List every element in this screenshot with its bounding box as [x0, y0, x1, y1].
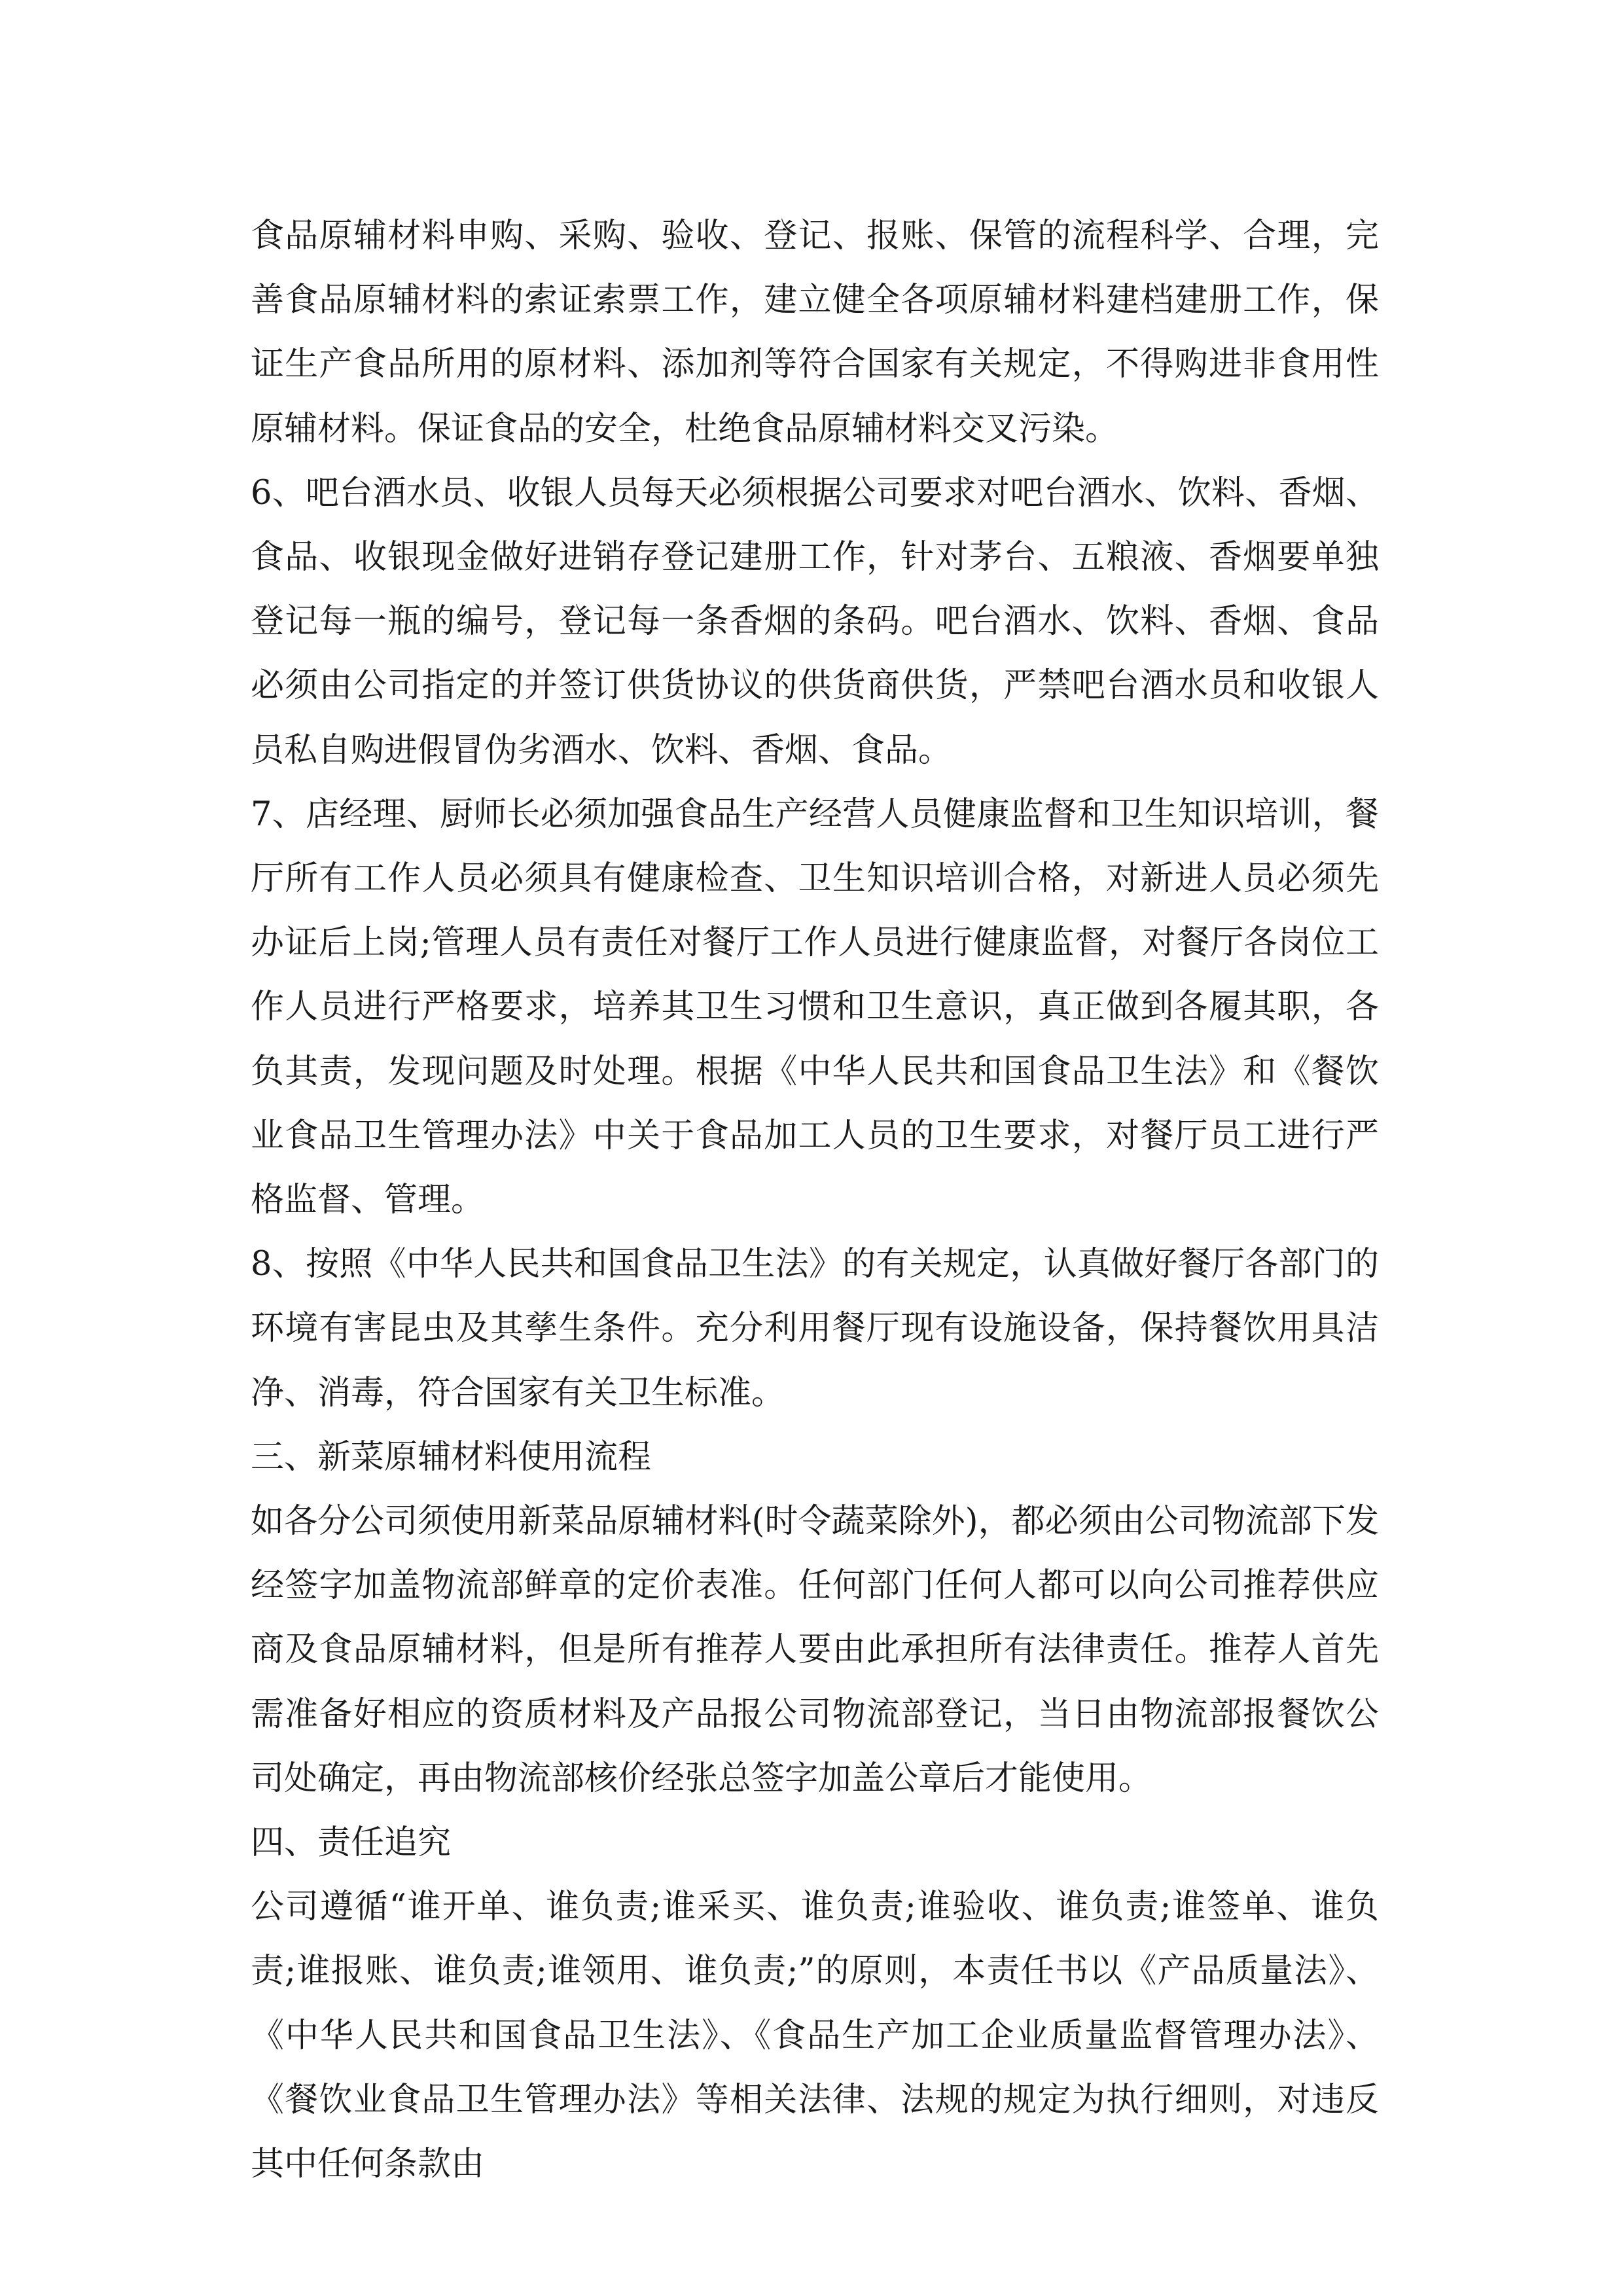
paragraph-item-8-environment: 8、按照《中华人民共和国食品卫生法》的有关规定，认真做好餐厅各部门的环境有害昆虫及其孳生条件。充分利用餐厅现有设施设备，保持餐饮用具洁净、消毒，符合国家有关卫生标准。	[251, 1245, 1379, 1412]
paragraph-item-7-health-supervision: 7、店经理、厨师长必须加强食品生产经营人员健康监督和卫生知识培训，餐厅所有工作人员必须具有健康检查、卫生知识培训合格，对新进人员必须先办证后上岗;管理人员有责任对餐厅工作人员进行健康监督，对餐厅各岗位工作人员进行严格要求，培养其卫生习惯和卫生意识，真正做到各履其职，各负其责，发现问题及时处理。根据《中华人民共和国食品卫生法》和《餐饮业食品卫生管理办法》中关于食品加工人员的卫生要求，对餐厅员工进行严格监督、管理。	[251, 795, 1379, 1220]
section-heading-4: 四、责任追究	[251, 1823, 452, 1863]
paragraph-new-materials-flow: 如各分公司须使用新菜品原辅材料(时令蔬菜除外)，都必须由公司物流部下发经签字加盖物流部鲜章的定价表准。任何部门任何人都可以向公司推荐供应商及食品原辅材料，但是所有推荐人要由此承担所有法律责任。推荐人首先需准备好相应的资质材料及产品报公司物流部登记，当日由物流部报餐饮公司处确定，再由物流部核价经张总签字加盖公章后才能使用。	[251, 1502, 1379, 1798]
paragraph-accountability: 公司遵循“谁开单、谁负责;谁采买、谁负责;谁验收、谁负责;谁签单、谁负责;谁报账、谁负责;谁领用、谁负责;”的原则，本责任书以《产品质量法》、《中华人民共和国食品卫生法》、《食品生产加工企业质量监督管理办法》、《餐饮业食品卫生管理办法》等相关法律、法规的规定为执行细则，对违反其中任何条款由	[251, 1888, 1379, 2184]
paragraph-item-6-bar-cashier: 6、吧台酒水员、收银人员每天必须根据公司要求对吧台酒水、饮料、香烟、食品、收银现金做好进销存登记建册工作，针对茅台、五粮液、香烟要单独登记每一瓶的编号，登记每一条香烟的条码。吧台酒水、饮料、香烟、食品必须由公司指定的并签订供货协议的供货商供货，严禁吧台酒水员和收银人员私自购进假冒伪劣酒水、饮料、香烟、食品。	[251, 473, 1379, 770]
section-heading-3: 三、新菜原辅材料使用流程	[251, 1437, 652, 1477]
paragraph-raw-materials-procedure: 食品原辅材料申购、采购、验收、登记、报账、保管的流程科学、合理，完善食品原辅材料的索证索票工作，建立健全各项原辅材料建档建册工作，保证生产食品所用的原材料、添加剂等符合国家有关规定，不得购进非食用性原辅材料。保证食品的安全，杜绝食品原辅材料交叉污染。	[251, 217, 1379, 448]
document-body	[251, 204, 1379, 2197]
